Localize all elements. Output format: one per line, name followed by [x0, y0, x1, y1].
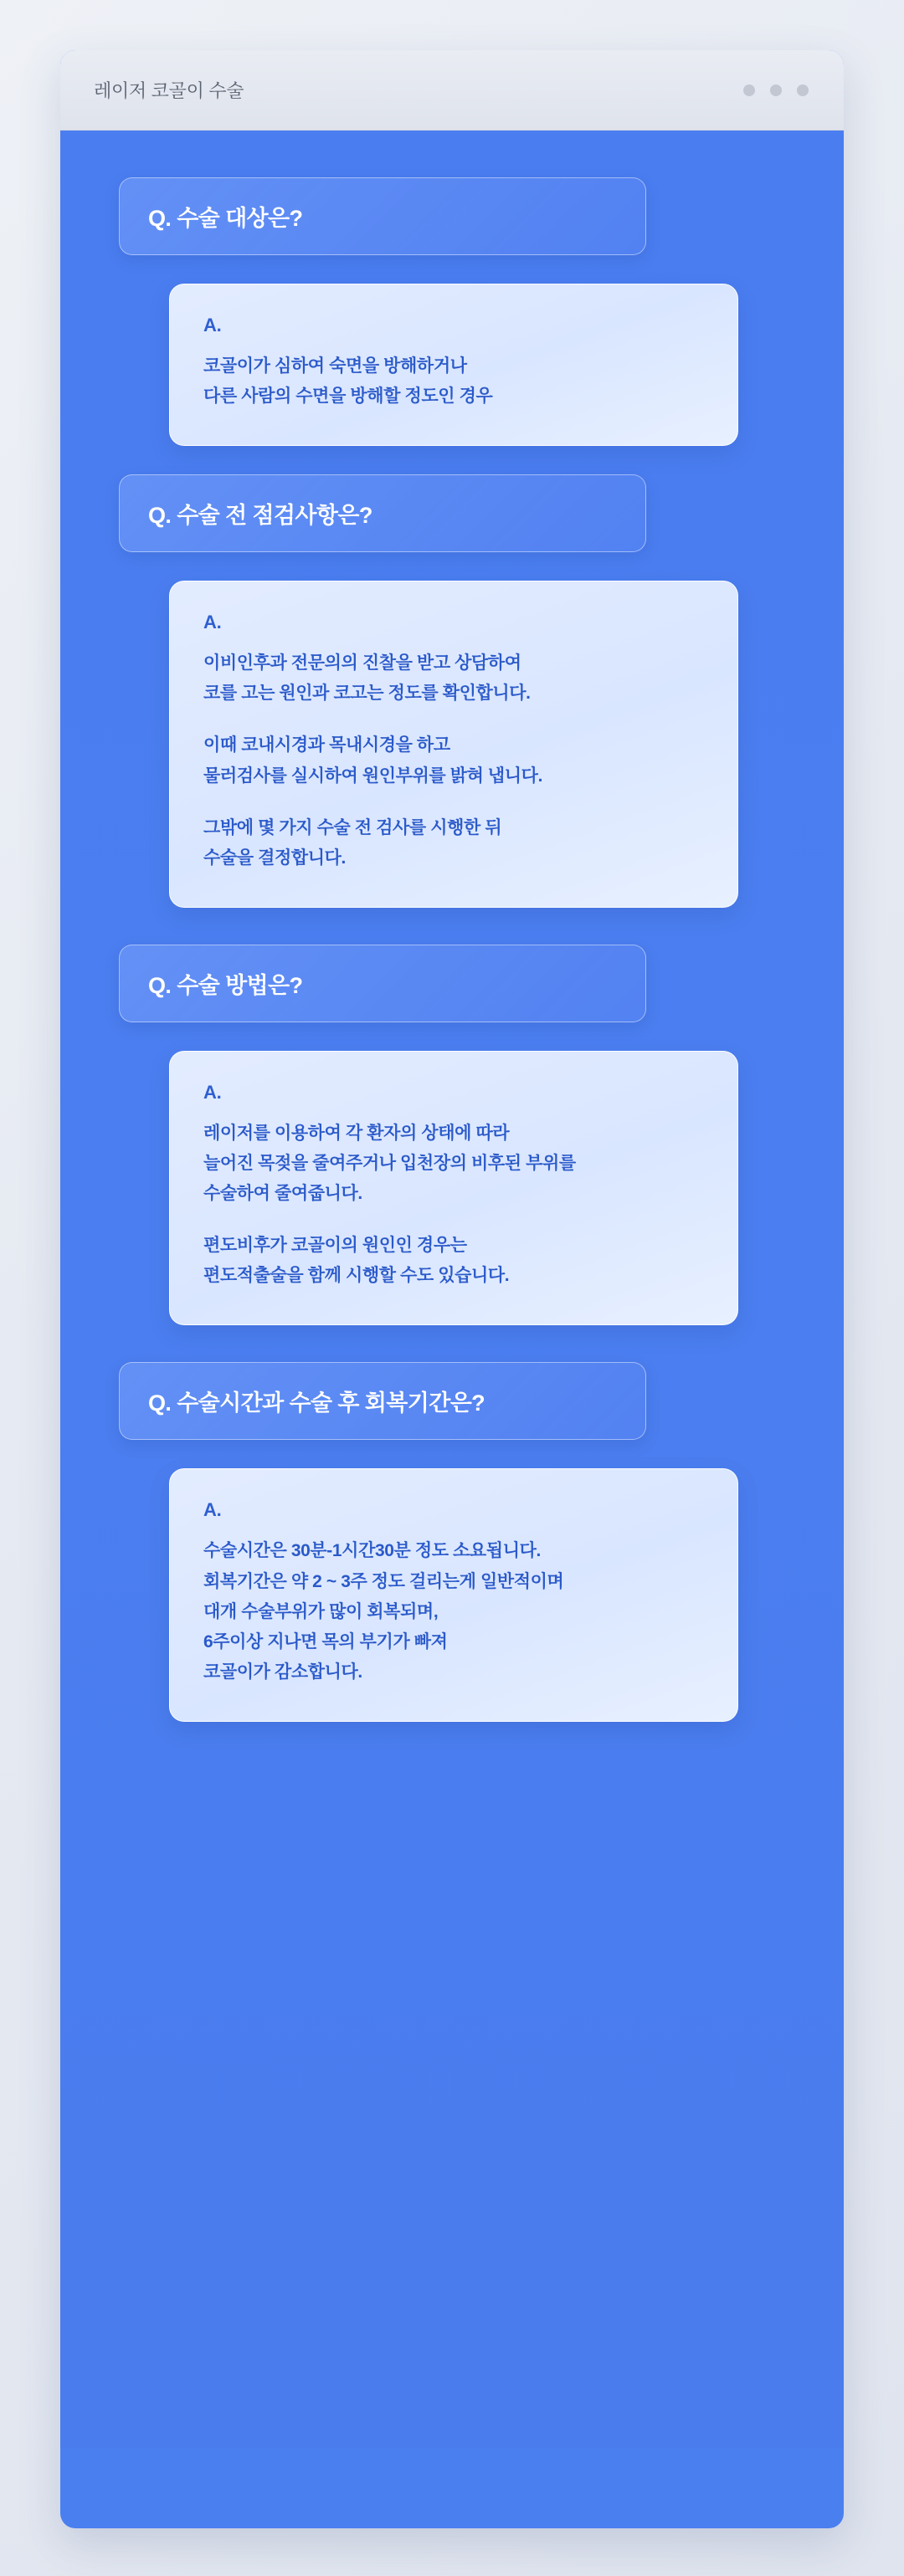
answer-line: 이때 코내시경과 목내시경을 하고: [203, 735, 450, 755]
answer-line: 대개 수술부위가 많이 회복되며,: [203, 1601, 439, 1621]
window-dot-close-icon[interactable]: [797, 85, 809, 96]
faq-question[interactable]: [119, 474, 646, 552]
answer-line: 6주이상 지나면 목의 부기가 빠져: [203, 1631, 448, 1652]
faq-item: [60, 945, 844, 1326]
faq-question[interactable]: [119, 177, 646, 255]
page-title: 레이저 코골이 수술: [94, 80, 244, 101]
answer-label: A.: [203, 315, 222, 335]
answer-paragraph: [203, 813, 704, 873]
faq-item: [60, 474, 844, 908]
answer-line: 늘어진 목젖을 줄여주거나 입천장의 비후된 부위를: [203, 1153, 576, 1173]
answer-paragraph: [203, 648, 704, 709]
faq-question[interactable]: [119, 1362, 646, 1440]
faq-item: [60, 177, 844, 446]
answer-line: 물러검사를 실시하여 원인부위를 밝혀 냅니다.: [203, 766, 543, 786]
answer-line: 코를 고는 원인과 코고는 정도를 확인합니다.: [203, 684, 531, 704]
answer-line: 편도비후가 코골이의 원인인 경우는: [203, 1236, 467, 1256]
answer-line: 수술하여 줄여줍니다.: [203, 1184, 362, 1204]
faq-question-text: Q. 수술시간과 수술 후 회복기간은?: [148, 1390, 485, 1416]
faq-question-text: Q. 수술 전 점검사항은?: [148, 503, 372, 529]
answer-paragraph: [203, 1119, 704, 1209]
answer-line: 코골이가 감소합니다.: [203, 1662, 362, 1682]
faq-question[interactable]: [119, 945, 646, 1022]
answer-paragraph: [203, 730, 704, 791]
answer-line: 수술을 결정합니다.: [203, 848, 346, 868]
window-dot-maximize-icon[interactable]: [770, 85, 782, 96]
answer-paragraph: [203, 1536, 704, 1687]
answer-label: A.: [203, 1081, 222, 1103]
faq-content: [60, 131, 844, 2448]
faq-question-text: Q. 수술 대상은?: [148, 206, 303, 231]
faq-answer: [169, 1051, 738, 1326]
faq-answer: [169, 581, 738, 908]
faq-answer: [169, 284, 738, 446]
answer-line: 레이저를 이용하여 각 환자의 상태에 따라: [203, 1123, 510, 1143]
answer-line: 이비인후과 전문의의 진찰을 받고 상담하여: [203, 653, 521, 673]
answer-line: 다른 사람의 수면을 방해할 정도인 경우: [203, 387, 493, 407]
faq-question-text: Q. 수술 방법은?: [148, 972, 303, 998]
answer-paragraph: [203, 351, 704, 412]
window-dot-minimize-icon[interactable]: [743, 85, 755, 96]
answer-line: 편도적출술을 함께 시행할 수도 있습니다.: [203, 1266, 510, 1286]
answer-line: 회복기간은 약 2 ~ 3주 정도 걸리는게 일반적이며: [203, 1571, 564, 1591]
answer-line: 수술시간은 30분-1시간30분 정도 소요됩니다.: [203, 1541, 541, 1561]
answer-paragraph: [203, 1231, 704, 1291]
answer-line: 코골이가 심하여 숙면을 방해하거나: [203, 356, 467, 376]
answer-line: 그밖에 몇 가지 수술 전 검사를 시행한 뒤: [203, 817, 502, 837]
window-controls: [743, 85, 809, 96]
faq-answer: [169, 1468, 738, 1722]
answer-label: A.: [203, 1499, 222, 1521]
window-titlebar: [60, 50, 844, 131]
app-window: [60, 50, 844, 2528]
faq-item: [60, 1362, 844, 1722]
answer-label: A.: [203, 612, 222, 633]
